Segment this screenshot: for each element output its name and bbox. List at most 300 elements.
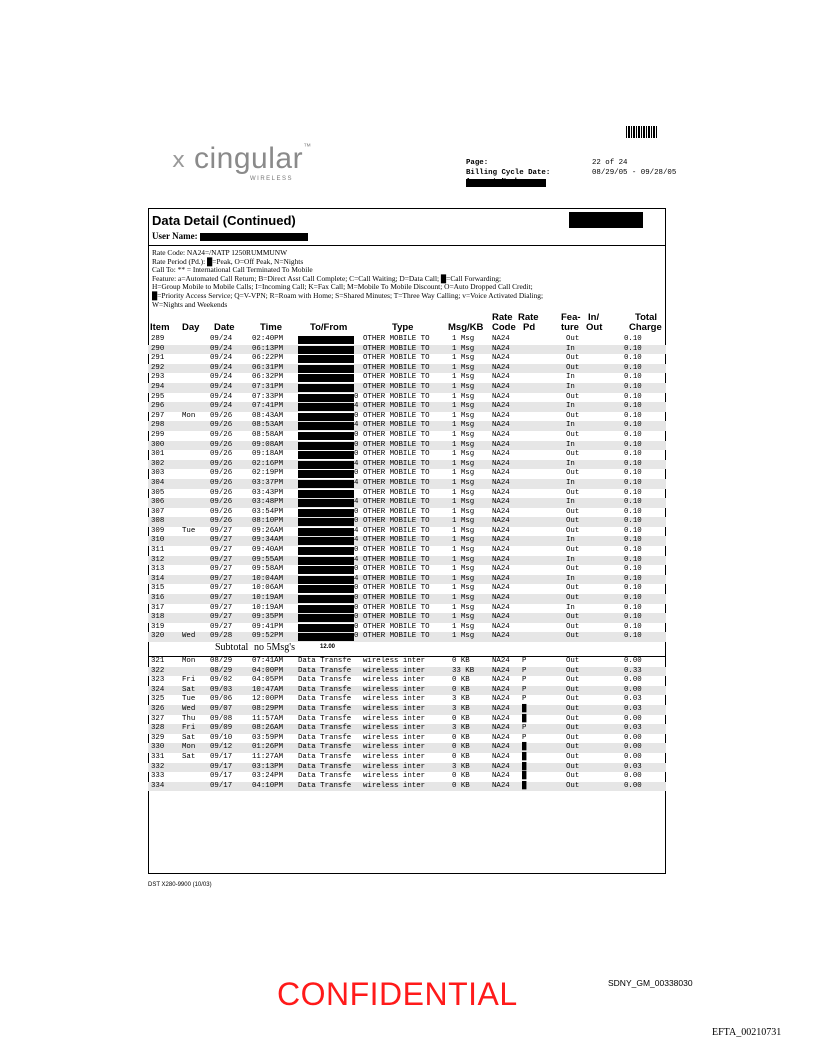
rate-code-cell: NA24	[492, 430, 510, 439]
rate-code-cell: NA24	[492, 421, 510, 430]
date-cell: 09/03	[210, 685, 233, 694]
rate-code-cell: NA24	[492, 733, 510, 742]
rate-code-cell: NA24	[492, 657, 510, 665]
item-cell: 299	[151, 430, 165, 439]
time-cell: 06:31PM	[252, 363, 284, 372]
in-out-cell: In	[566, 555, 575, 564]
table-row	[148, 556, 666, 566]
legend-line: Call To: ** = International Call Terminated To Mobile	[152, 265, 313, 275]
in-out-cell: In	[566, 574, 575, 583]
date-cell: 09/26	[210, 478, 233, 487]
time-cell: 09:34AM	[252, 536, 284, 545]
item-cell: 311	[151, 546, 165, 555]
rate-code-cell: NA24	[492, 762, 510, 771]
msgkb-cell: 1 Msg	[452, 517, 475, 526]
msgkb-cell: 0 KB	[452, 685, 470, 694]
col-type: Type	[392, 322, 414, 333]
item-cell: 315	[151, 584, 165, 593]
charge-cell: 0.10	[624, 402, 642, 411]
table-row	[148, 469, 666, 479]
charge-cell: 0.10	[624, 421, 642, 430]
legend-line: Rate Code: NA24=/NATP 1250RUMMUNW	[152, 248, 288, 257]
billing-cycle-value: 08/29/05 - 09/28/05	[592, 168, 677, 177]
in-out-cell: Out	[566, 354, 580, 363]
rate-code-cell: NA24	[492, 695, 510, 704]
date-cell: 09/24	[210, 354, 233, 363]
page-label: Page:	[466, 159, 489, 167]
item-cell: 333	[151, 772, 165, 781]
in-out-cell: Out	[566, 724, 580, 733]
charge-cell: 0.10	[624, 594, 642, 603]
table-row	[148, 782, 666, 792]
table-row	[148, 565, 666, 575]
charge-cell: 0.10	[624, 450, 642, 459]
table-row	[148, 753, 666, 763]
item-cell: 326	[151, 704, 165, 713]
rate-code-cell: NA24	[492, 517, 510, 526]
rate-period-cell: P	[522, 657, 527, 665]
type-cell: wireless inter	[363, 752, 426, 761]
rate-code-cell: NA24	[492, 772, 510, 781]
form-code: DST X280-9900 (10/03)	[148, 882, 212, 888]
date-cell: 09/26	[210, 440, 233, 449]
rate-period-cell: P	[522, 733, 527, 742]
date-cell: 09/26	[210, 517, 233, 526]
barcode	[626, 126, 658, 138]
time-cell: 07:31PM	[252, 382, 284, 391]
in-out-cell: Out	[566, 546, 580, 555]
type-cell: OTHER MOBILE TO	[363, 498, 430, 507]
time-cell: 09:41PM	[252, 622, 284, 631]
time-cell: 03:37PM	[252, 478, 284, 487]
rate-code-cell: NA24	[492, 498, 510, 507]
item-cell: 320	[151, 632, 165, 641]
type-cell: OTHER MOBILE TO	[363, 373, 430, 382]
rate-code-cell: NA24	[492, 724, 510, 733]
date-cell: 09/27	[210, 526, 233, 535]
rate-code-cell: NA24	[492, 354, 510, 363]
table-row	[148, 594, 666, 604]
in-out-cell: Out	[566, 507, 580, 516]
user-name-redaction	[200, 233, 308, 241]
type-cell: wireless inter	[363, 772, 426, 781]
table-row	[148, 421, 666, 431]
tofrom-redaction	[298, 346, 354, 354]
table-row	[148, 743, 666, 753]
table-row	[148, 498, 666, 508]
rate-code-cell: NA24	[492, 603, 510, 612]
charge-cell: 0.03	[624, 724, 642, 733]
rate-code-cell: NA24	[492, 536, 510, 545]
type-cell: wireless inter	[363, 714, 426, 723]
msgkb-cell: 0 KB	[452, 781, 470, 790]
type-cell: OTHER MOBILE TO	[363, 632, 430, 641]
type-cell: OTHER MOBILE TO	[363, 507, 430, 516]
msgkb-cell: 1 Msg	[452, 603, 475, 612]
rate-code-cell: NA24	[492, 335, 510, 343]
time-cell: 01:26PM	[252, 743, 284, 752]
tofrom-redaction	[298, 518, 354, 526]
col-msgkb: Msg/KB	[448, 322, 484, 333]
item-cell: 327	[151, 714, 165, 723]
msgkb-cell: 1 Msg	[452, 507, 475, 516]
tofrom-suffix: 0	[354, 450, 359, 459]
item-cell: 321	[151, 657, 165, 665]
day-cell: Wed	[182, 632, 196, 641]
rate-code-cell: NA24	[492, 507, 510, 516]
date-cell: 09/26	[210, 469, 233, 478]
item-cell: 290	[151, 344, 165, 353]
table-row	[148, 489, 666, 499]
item-cell: 303	[151, 469, 165, 478]
tofrom-suffix: 0	[354, 430, 359, 439]
tofrom-redaction	[298, 374, 354, 382]
rate-period-cell: P	[522, 676, 527, 685]
confidential-stamp: CONFIDENTIAL	[277, 976, 518, 1012]
tofrom-redaction	[298, 585, 354, 593]
table-row	[148, 734, 666, 744]
rate-code-cell: NA24	[492, 622, 510, 631]
date-cell: 09/08	[210, 714, 233, 723]
type-cell: OTHER MOBILE TO	[363, 469, 430, 478]
charge-cell: 0.10	[624, 622, 642, 631]
rate-code-cell: NA24	[492, 781, 510, 790]
item-cell: 313	[151, 565, 165, 574]
charge-cell: 0.00	[624, 743, 642, 752]
tofrom-suffix: 0	[354, 507, 359, 516]
rate-period-cell: █	[522, 772, 527, 781]
date-cell: 09/27	[210, 574, 233, 583]
tofrom-suffix: 0	[354, 469, 359, 478]
date-cell: 08/29	[210, 657, 233, 665]
item-cell: 323	[151, 676, 165, 685]
time-cell: 02:19PM	[252, 469, 284, 478]
date-cell: 09/07	[210, 704, 233, 713]
date-cell: 09/27	[210, 565, 233, 574]
tofrom-redaction	[298, 547, 354, 555]
in-out-cell: Out	[566, 526, 580, 535]
table-row	[148, 383, 666, 393]
in-out-cell: In	[566, 459, 575, 468]
item-cell: 309	[151, 526, 165, 535]
time-cell: 09:52PM	[252, 632, 284, 641]
day-cell: Sat	[182, 685, 196, 694]
in-out-cell: In	[566, 382, 575, 391]
charge-cell: 0.00	[624, 752, 642, 761]
tofrom-cell: Data Transfe	[298, 733, 352, 742]
type-cell: wireless inter	[363, 743, 426, 752]
type-cell: OTHER MOBILE TO	[363, 613, 430, 622]
item-cell: 322	[151, 666, 165, 675]
charge-cell: 0.10	[624, 430, 642, 439]
time-cell: 07:33PM	[252, 392, 284, 401]
tofrom-suffix: 0	[354, 603, 359, 612]
item-cell: 310	[151, 536, 165, 545]
subtotal-charge: 12.00	[320, 644, 336, 650]
type-cell: OTHER MOBILE TO	[363, 488, 430, 497]
tofrom-suffix: 0	[354, 632, 359, 641]
table-row	[148, 623, 666, 633]
in-out-cell: Out	[566, 714, 580, 723]
item-cell: 295	[151, 392, 165, 401]
in-out-cell: In	[566, 344, 575, 353]
rate-code-cell: NA24	[492, 450, 510, 459]
type-cell: wireless inter	[363, 781, 426, 790]
table-row	[148, 632, 666, 642]
msgkb-cell: 3 KB	[452, 695, 470, 704]
date-cell: 09/27	[210, 594, 233, 603]
msgkb-cell: 1 Msg	[452, 488, 475, 497]
rate-code-cell: NA24	[492, 676, 510, 685]
table-row	[148, 715, 666, 725]
date-cell: 09/09	[210, 724, 233, 733]
tofrom-redaction	[298, 624, 354, 632]
item-cell: 328	[151, 724, 165, 733]
panel-header	[149, 209, 665, 246]
item-cell: 289	[151, 335, 165, 343]
in-out-cell: Out	[566, 335, 580, 343]
table-row	[148, 546, 666, 556]
in-out-cell: Out	[566, 584, 580, 593]
tofrom-suffix: 4	[354, 459, 359, 468]
tofrom-redaction	[298, 432, 354, 440]
msgkb-cell: 1 Msg	[452, 459, 475, 468]
charge-cell: 0.10	[624, 574, 642, 583]
tofrom-suffix: 4	[354, 536, 359, 545]
table-row	[148, 431, 666, 441]
bates-number: SDNY_GM_00338030	[608, 978, 693, 988]
tofrom-cell: Data Transfe	[298, 704, 352, 713]
rate-period-cell: █	[522, 762, 527, 771]
charge-cell: 0.10	[624, 459, 642, 468]
in-out-cell: In	[566, 421, 575, 430]
in-out-cell: In	[566, 603, 575, 612]
type-cell: OTHER MOBILE TO	[363, 622, 430, 631]
in-out-cell: Out	[566, 411, 580, 420]
time-cell: 06:13PM	[252, 344, 284, 353]
date-cell: 09/17	[210, 762, 233, 771]
tofrom-redaction	[298, 461, 354, 469]
tofrom-redaction	[298, 413, 354, 421]
date-cell: 09/10	[210, 733, 233, 742]
rate-code-cell: NA24	[492, 752, 510, 761]
rate-code-cell: NA24	[492, 613, 510, 622]
table-row	[148, 373, 666, 383]
charge-cell: 0.10	[624, 526, 642, 535]
rate-code-cell: NA24	[492, 382, 510, 391]
charge-cell: 0.10	[624, 344, 642, 353]
tofrom-cell: Data Transfe	[298, 676, 352, 685]
item-cell: 300	[151, 440, 165, 449]
time-cell: 11:27AM	[252, 752, 284, 761]
item-cell: 307	[151, 507, 165, 516]
legend-line: H=Group Mobile to Mobile Calls; I=Incoming Call; K=Fax Call; M=Mobile To Mobile Discount; O=Auto Dropped Call Credit;	[152, 282, 533, 292]
item-cell: 329	[151, 733, 165, 742]
day-cell: Mon	[182, 743, 196, 752]
table-row	[148, 604, 666, 614]
tofrom-suffix: 4	[354, 526, 359, 535]
date-cell: 09/26	[210, 430, 233, 439]
time-cell: 02:40PM	[252, 335, 284, 343]
tofrom-suffix: 0	[354, 392, 359, 401]
tofrom-redaction	[298, 614, 354, 622]
tofrom-redaction	[298, 336, 354, 344]
msgkb-cell: 1 Msg	[452, 478, 475, 487]
item-cell: 331	[151, 752, 165, 761]
col-out: Out	[586, 322, 603, 333]
type-cell: OTHER MOBILE TO	[363, 392, 430, 401]
day-cell: Sat	[182, 752, 196, 761]
item-cell: 291	[151, 354, 165, 363]
msgkb-cell: 1 Msg	[452, 594, 475, 603]
msgkb-cell: 1 Msg	[452, 335, 475, 343]
date-cell: 09/02	[210, 676, 233, 685]
charge-cell: 0.10	[624, 546, 642, 555]
in-out-cell: Out	[566, 752, 580, 761]
msgkb-cell: 0 KB	[452, 752, 470, 761]
rate-code-cell: NA24	[492, 459, 510, 468]
charge-cell: 0.00	[624, 781, 642, 790]
rate-code-cell: NA24	[492, 373, 510, 382]
msgkb-cell: 1 Msg	[452, 613, 475, 622]
day-cell: Mon	[182, 411, 196, 420]
rate-period-cell: P	[522, 724, 527, 733]
msgkb-cell: 0 KB	[452, 676, 470, 685]
rate-period-cell: P	[522, 685, 527, 694]
msgkb-cell: 33 KB	[452, 666, 475, 675]
rate-period-cell: P	[522, 666, 527, 675]
charge-cell: 0.10	[624, 517, 642, 526]
table-row	[148, 536, 666, 546]
charge-cell: 0.33	[624, 666, 642, 675]
table-row	[148, 450, 666, 460]
date-cell: 09/17	[210, 752, 233, 761]
tofrom-cell: Data Transfe	[298, 752, 352, 761]
in-out-cell: Out	[566, 613, 580, 622]
time-cell: 03:54PM	[252, 507, 284, 516]
msgkb-cell: 0 KB	[452, 772, 470, 781]
legend-line: █=Priority Access Service; Q=V-VPN; R=Roam with Home; S=Shared Minutes; T=Three Way Calling; v=Voice Activated Dialing;	[152, 290, 544, 300]
tofrom-suffix: 4	[354, 574, 359, 583]
item-cell: 317	[151, 603, 165, 612]
msgkb-cell: 1 Msg	[452, 574, 475, 583]
date-cell: 09/24	[210, 344, 233, 353]
charge-cell: 0.10	[624, 613, 642, 622]
account-info	[466, 159, 676, 188]
tofrom-redaction	[298, 451, 354, 459]
time-cell: 09:58AM	[252, 565, 284, 574]
item-cell: 292	[151, 363, 165, 372]
date-cell: 09/26	[210, 450, 233, 459]
type-cell: wireless inter	[363, 733, 426, 742]
msgkb-cell: 1 Msg	[452, 498, 475, 507]
type-cell: OTHER MOBILE TO	[363, 402, 430, 411]
tofrom-cell: Data Transfe	[298, 724, 352, 733]
rate-period-cell: █	[522, 704, 527, 713]
charge-cell: 0.10	[624, 632, 642, 641]
time-cell: 10:19AM	[252, 603, 284, 612]
type-cell: OTHER MOBILE TO	[363, 517, 430, 526]
item-cell: 294	[151, 382, 165, 391]
date-cell: 09/12	[210, 743, 233, 752]
tofrom-redaction	[298, 490, 354, 498]
date-cell: 09/24	[210, 382, 233, 391]
in-out-cell: Out	[566, 622, 580, 631]
msgkb-cell: 1 Msg	[452, 546, 475, 555]
item-cell: 318	[151, 613, 165, 622]
date-cell: 09/27	[210, 546, 233, 555]
time-cell: 04:00PM	[252, 666, 284, 675]
table-row	[148, 412, 666, 422]
in-out-cell: In	[566, 536, 575, 545]
charge-cell: 0.00	[624, 657, 642, 665]
tofrom-redaction	[298, 595, 354, 603]
date-cell: 09/28	[210, 632, 233, 641]
day-cell: Tue	[182, 695, 196, 704]
msgkb-cell: 0 KB	[452, 733, 470, 742]
legend-line: Rate Period (Pd.): █=Peak, O=Off Peak, N=Nights	[152, 256, 304, 266]
col-tofrom: To/From	[310, 322, 348, 333]
msgkb-cell: 3 KB	[452, 704, 470, 713]
in-out-cell: In	[566, 402, 575, 411]
item-cell: 316	[151, 594, 165, 603]
msgkb-cell: 0 KB	[452, 714, 470, 723]
date-cell: 09/24	[210, 392, 233, 401]
tofrom-redaction	[298, 355, 354, 363]
type-cell: OTHER MOBILE TO	[363, 421, 430, 430]
in-out-cell: Out	[566, 781, 580, 790]
day-cell: Tue	[182, 526, 196, 535]
in-out-cell: Out	[566, 762, 580, 771]
tofrom-cell: Data Transfe	[298, 666, 352, 675]
charge-cell: 0.10	[624, 392, 642, 401]
type-cell: OTHER MOBILE TO	[363, 574, 430, 583]
charge-cell: 0.10	[624, 373, 642, 382]
tofrom-suffix: 0	[354, 517, 359, 526]
date-cell: 09/26	[210, 459, 233, 468]
tofrom-cell: Data Transfe	[298, 772, 352, 781]
in-out-cell: Out	[566, 676, 580, 685]
time-cell: 08:58AM	[252, 430, 284, 439]
tofrom-suffix: 0	[354, 440, 359, 449]
time-cell: 06:22PM	[252, 354, 284, 363]
item-cell: 306	[151, 498, 165, 507]
col-time: Time	[260, 322, 283, 333]
time-cell: 04:10PM	[252, 781, 284, 790]
item-cell: 293	[151, 373, 165, 382]
efta-number: EFTA_00210731	[712, 1027, 782, 1038]
col-in: In/	[588, 312, 600, 323]
tofrom-redaction	[298, 633, 354, 641]
rate-period-cell: █	[522, 781, 527, 790]
table-row	[148, 724, 666, 734]
tofrom-suffix: 4	[354, 555, 359, 564]
table-row	[148, 527, 666, 537]
page-value: 22 of 24	[592, 159, 628, 167]
rate-period-cell: █	[522, 743, 527, 752]
item-cell: 334	[151, 781, 165, 790]
day-cell: Sat	[182, 733, 196, 742]
day-cell: Fri	[182, 676, 196, 685]
table-row	[148, 763, 666, 773]
rate-period-cell: █	[522, 752, 527, 761]
tofrom-suffix: 4	[354, 498, 359, 507]
item-cell: 325	[151, 695, 165, 704]
table-row	[148, 613, 666, 623]
charge-cell: 0.10	[624, 507, 642, 516]
msgkb-cell: 1 Msg	[452, 402, 475, 411]
date-cell: 09/26	[210, 507, 233, 516]
